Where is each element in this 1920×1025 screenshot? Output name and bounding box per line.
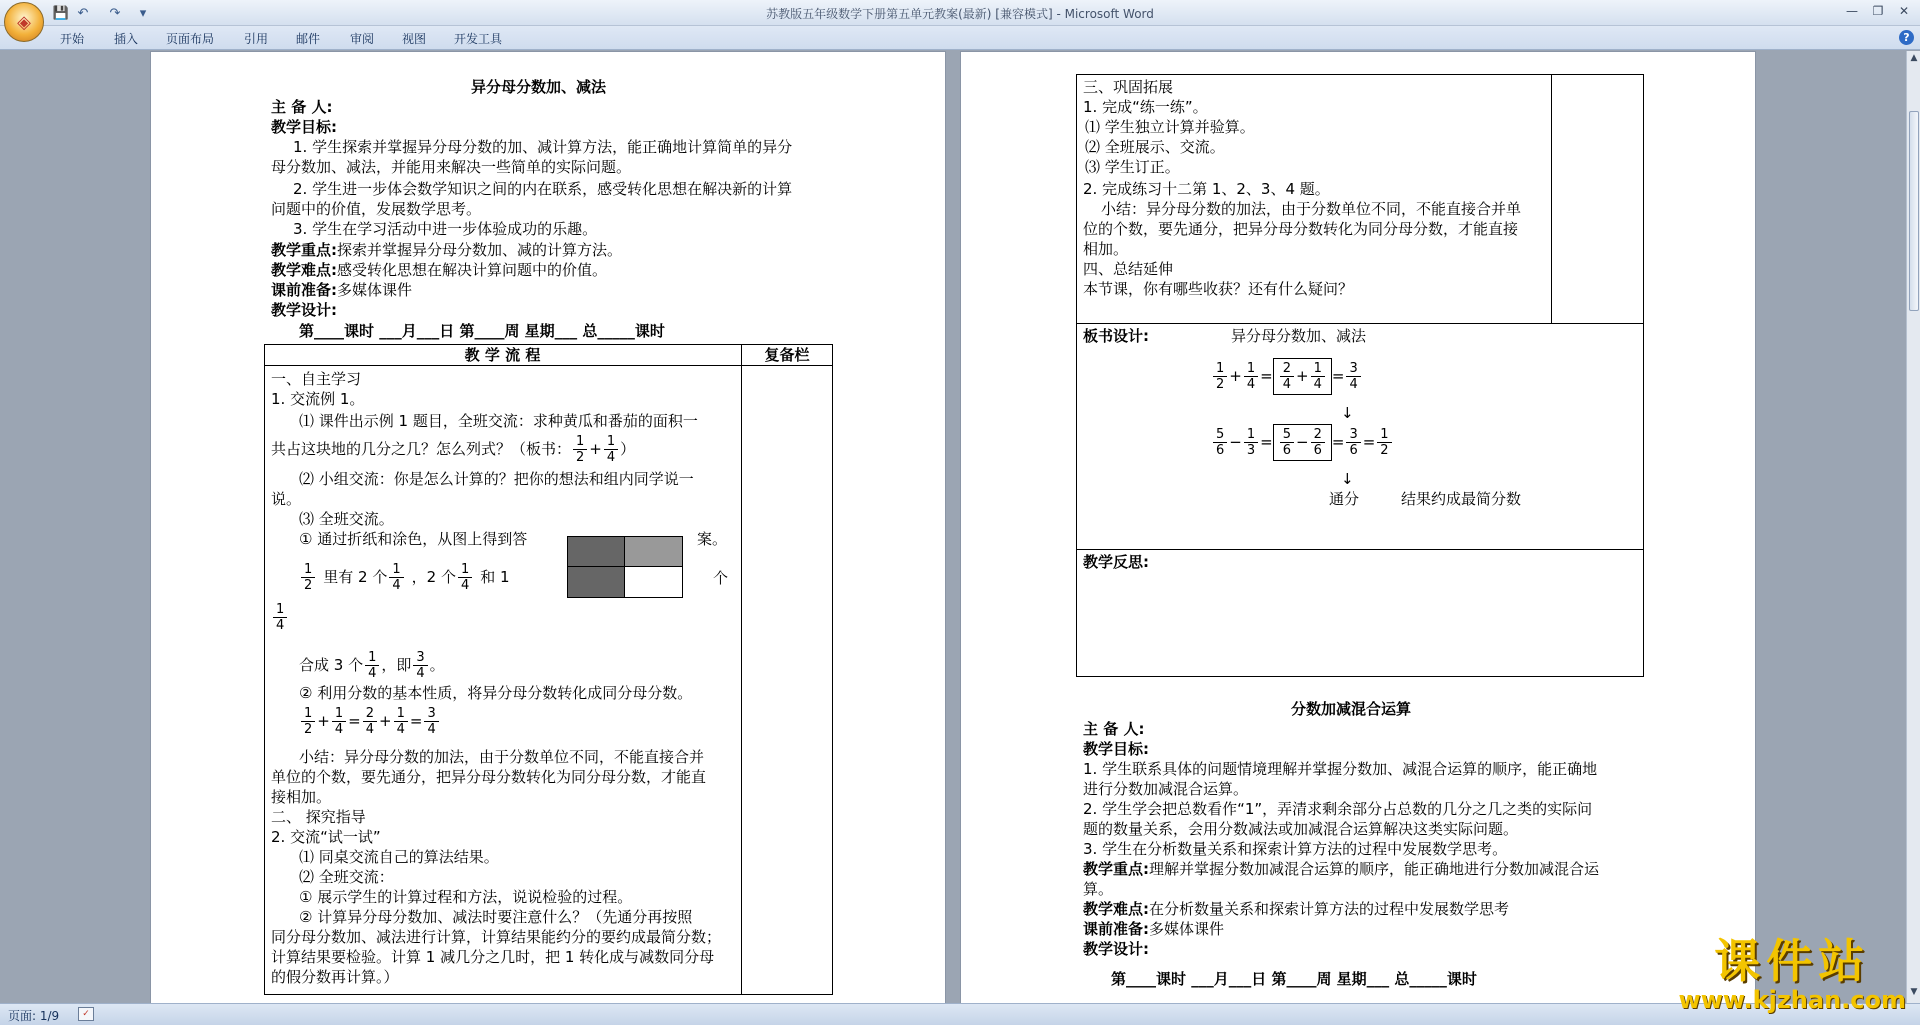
fraction-5-6 (1280, 427, 1294, 458)
goal-3: 3. 学生在学习活动中进一步体验成功的乐趣。 (293, 220, 598, 238)
table-column-rule (1551, 74, 1552, 323)
tab-review[interactable]: 审阅 (350, 32, 375, 46)
table-column-rule (741, 344, 742, 995)
fraction-denominator: 6 (1313, 443, 1322, 458)
summary-line-3: 接相加。 (271, 788, 332, 806)
status-bar (0, 1003, 1920, 1025)
goal-2-line-2: 问题中的价值，发展数学思考。 (271, 200, 482, 218)
equals-sign: = (1331, 433, 1345, 451)
window-title: 苏教版五年级数学下册第五单元教案(最新) [兼容模式] - Microsoft Word (766, 7, 1154, 21)
page-1[interactable] (150, 51, 946, 1003)
tab-mailings[interactable]: 邮件 (296, 32, 321, 46)
para-1-line-2 (271, 434, 635, 465)
goals-heading: 教学目标: (271, 118, 337, 136)
tab-view[interactable]: 视图 (402, 32, 427, 46)
fraction-1-4-standalone (271, 602, 289, 633)
fraction-denominator: 4 (416, 666, 425, 681)
goals-heading: 教学目标: (1083, 740, 1149, 758)
step-q4-line-4: 的假分数再计算。） (271, 968, 399, 986)
fraction-numerator: 3 (1346, 361, 1360, 377)
fraction-denominator: 2 (1216, 377, 1225, 392)
key-text-2: 算。 (1083, 880, 1114, 898)
fraction-1-4 (394, 706, 408, 737)
host-label: 主 备 人: (1083, 720, 1145, 738)
prep-heading: 课前准备: (271, 281, 337, 299)
paper-fold-diagram (567, 536, 683, 598)
minus-sign: − (1296, 433, 1309, 451)
fraction-denominator: 4 (334, 722, 344, 737)
prep-heading: 课前准备: (1083, 920, 1149, 938)
step-q1: ⑴ 同桌交流自己的算法结果。 (299, 848, 499, 866)
summary-line-1: 小结：异分母分数的加法，由于分数单位不同，不能直接合并单 (1101, 200, 1522, 218)
equals-sign: = (1260, 367, 1273, 385)
redo-icon[interactable]: ↷ (109, 5, 121, 21)
fraction-numerator: 1 (301, 706, 315, 722)
plus-sign: + (379, 712, 392, 730)
para-4-line-1: ① 通过折纸和涂色，从图上得到答 (299, 530, 528, 548)
common-denominator-box (1273, 424, 1332, 461)
para-2-line-1: ⑵ 小组交流：你是怎么计算的？把你的想法和组内同学说一 (299, 470, 694, 488)
tab-references[interactable]: 引用 (244, 32, 269, 46)
fraction-1-4 (458, 562, 472, 593)
board-title: 异分母分数加、减法 (1231, 327, 1367, 345)
diff-text: 在分析数量关系和探索计算方法的过程中发展数学思考 (1149, 900, 1510, 918)
goal-1-line-2: 母分数加、减法，并能用来解决一些简单的实际问题。 (271, 158, 632, 176)
fraction-denominator: 4 (396, 722, 405, 737)
fraction-5-6 (1213, 427, 1227, 458)
section-2: 二、 探究指导 (271, 808, 366, 826)
fraction-denominator: 4 (1282, 377, 1291, 392)
host-label: 主 备 人: (271, 98, 333, 116)
fraction-denominator: 6 (1216, 443, 1225, 458)
summary-line-3: 相加。 (1083, 240, 1129, 258)
fraction-numerator: 1 (273, 602, 287, 618)
goal-1-line-2: 进行分数加减混合运算。 (1083, 780, 1249, 798)
summary-line-1: 小结：异分母分数的加法，由于分数单位不同，不能直接合并 (299, 748, 705, 766)
fraction-denominator: 6 (1349, 443, 1358, 458)
diff-heading: 教学难点: (271, 261, 337, 279)
scroll-thumb[interactable] (1909, 111, 1919, 311)
fraction-denominator: 2 (576, 450, 585, 465)
col-flow-header: 教 学 流 程 (464, 346, 541, 364)
fraction-denominator: 4 (1246, 377, 1256, 392)
para-4-end: 案。 (697, 530, 728, 548)
fraction-1-4 (1244, 361, 1258, 392)
practice-2: 2. 完成练习十二第 1、2、3、4 题。 (1083, 180, 1330, 198)
design-heading: 教学设计: (1083, 940, 1149, 958)
key-heading: 教学重点: (1083, 860, 1149, 878)
help-icon[interactable]: ? (1899, 30, 1914, 45)
section-4: 四、总结延伸 (1083, 260, 1174, 278)
key-text: 理解并掌握分数加减混合运算的顺序，能正确地进行分数加减混合运 (1149, 860, 1600, 878)
fraction-1-2 (573, 434, 587, 465)
plus-sign: + (589, 440, 602, 458)
reflection-rule (1076, 549, 1644, 550)
fraction-denominator: 2 (304, 578, 313, 593)
col-review-header: 复备栏 (764, 346, 810, 364)
goal-1-line-1: 1. 学生探索并掌握异分母分数的加、减计算方法，能正确地计算简单的异分 (293, 138, 793, 156)
fraction-2-4 (1280, 361, 1294, 392)
fraction-numerator: 1 (394, 706, 408, 722)
equals-sign: = (409, 712, 423, 730)
plus-sign: + (1296, 367, 1309, 385)
minus-sign: − (1229, 433, 1242, 451)
para-3: ⑶ 全班交流。 (299, 510, 394, 528)
scroll-up-icon[interactable]: ▲ (1910, 53, 1918, 63)
fraction-denominator: 4 (276, 618, 285, 633)
para-1-close: ） (620, 440, 636, 458)
section-1: 一、自主学习 (271, 370, 362, 388)
scroll-down-icon[interactable]: ▼ (1910, 987, 1918, 997)
prep-text: 多媒体课件 (1149, 920, 1225, 938)
lesson-title: 异分母分数加、减法 (471, 78, 607, 96)
fraction-denominator: 2 (1380, 443, 1389, 458)
page-2[interactable] (960, 51, 1756, 1003)
common-denominator-box (1273, 358, 1332, 395)
fraction-denominator: 3 (1246, 443, 1256, 458)
equals-sign: = (1331, 367, 1345, 385)
tab-page-layout[interactable]: 页面布局 (166, 32, 215, 46)
fraction-denominator: 6 (1282, 443, 1291, 458)
equals-sign: = (1362, 433, 1376, 451)
fraction-numerator: 5 (1280, 427, 1294, 443)
save-icon[interactable]: 💾 (52, 5, 70, 21)
fraction-numerator: 1 (1377, 427, 1391, 443)
para-5 (299, 650, 445, 681)
step-q2: ⑵ 全班交流： (299, 868, 394, 886)
equals-sign: = (1260, 433, 1273, 451)
summary-line-2: 位的个数，要先通分，把异分母分数转化为同分母分数，才能直接 (1083, 220, 1519, 238)
office-logo-icon: ◈ (17, 11, 31, 33)
fraction-3-6 (1346, 427, 1360, 458)
fraction-numerator: 1 (1311, 361, 1325, 377)
diff-text: 感受转化思想在解决计算问题中的价值。 (337, 261, 608, 279)
step-q4-line-2: 同分母分数加、减法进行计算，计算结果能约分的要约成最简分数； (271, 928, 722, 946)
title-bar (0, 0, 1920, 33)
section-3: 三、巩固拓展 (1083, 78, 1174, 96)
goal-2-line-2: 题的数量关系，会用分数减法或加减混合运算解决这类实际问题。 (1083, 820, 1519, 838)
watermark-url: www.kjzhan.com (1678, 986, 1906, 1014)
fraction-numerator: 1 (604, 434, 618, 450)
ribbon-tabs (0, 26, 1920, 50)
equation-1 (299, 706, 441, 737)
fraction-numerator: 1 (1244, 427, 1258, 443)
fraction-denominator: 4 (392, 578, 401, 593)
difficulty (271, 261, 607, 280)
para-1-text: 共占这块地的几分之几？怎么列式？（板书： (271, 440, 572, 458)
difficulty (1083, 900, 1509, 919)
para-4-line-2 (299, 562, 510, 593)
fraction-denominator: 4 (368, 666, 377, 681)
tab-home[interactable]: 开始 (60, 32, 85, 46)
proofing-icon[interactable]: ✓ (78, 1007, 94, 1021)
fraction-numerator: 1 (1244, 361, 1258, 377)
key-point (1083, 860, 1599, 879)
label-common-denominator: 通分 (1329, 490, 1360, 508)
step-2-1: 2. 交流“试一试” (271, 828, 381, 846)
fraction-numerator: 1 (389, 562, 403, 578)
plus-sign: + (317, 712, 330, 730)
arrow-down-icon: ↓ (1341, 404, 1354, 422)
practice-1-c: ⑶ 学生订正。 (1085, 158, 1180, 176)
table-header-rule (264, 365, 833, 366)
label-simplest-form: 结果约成最简分数 (1401, 490, 1522, 508)
text-and-one: 和 1 (480, 568, 510, 586)
fraction-denominator: 4 (460, 578, 470, 593)
text-combine: 合成 3 个 (299, 656, 364, 674)
closing-question: 本节课，你有哪些收获？还有什么疑问？ (1083, 280, 1354, 298)
watermark-logo (1679, 935, 1906, 1013)
summary-line-2: 单位的个数，要先通分，把异分母分数转化为同分母分数，才能直 (271, 768, 707, 786)
fraction-numerator: 2 (1280, 361, 1294, 377)
practice-1: 1. 完成“练一练”。 (1083, 98, 1208, 116)
fraction-numerator: 1 (332, 706, 346, 722)
close-button[interactable]: ✕ (1898, 4, 1910, 18)
fraction-1-4 (604, 434, 618, 465)
prep-text: 多媒体课件 (337, 281, 413, 299)
design-heading: 教学设计: (271, 301, 337, 319)
undo-icon[interactable]: ↶ (77, 5, 89, 21)
text-two: ，2 个 (411, 568, 456, 586)
board-equation-1 (1211, 358, 1363, 395)
fraction-numerator: 3 (413, 650, 427, 666)
minimize-button[interactable]: — (1846, 4, 1858, 18)
schedule-line: 第____课时 ___月___日 第____周 星期___ 总_____课时 (299, 322, 665, 340)
fraction-denominator: 4 (365, 722, 374, 737)
office-button[interactable] (4, 2, 44, 42)
fraction-2-4 (363, 706, 377, 737)
goal-3: 3. 学生在分析数量关系和探索计算方法的过程中发展数学思考。 (1083, 840, 1508, 858)
arrow-down-icon: ↓ (1341, 470, 1354, 488)
diff-heading: 教学难点: (1083, 900, 1149, 918)
fraction-numerator: 3 (1346, 427, 1360, 443)
goal-1-line-1: 1. 学生联系具体的问题情境理解并掌握分数加、减混合运算的顺序，能正确地 (1083, 760, 1598, 778)
key-text: 探索并掌握异分母分数加、减的计算方法。 (337, 241, 623, 259)
plus-sign: + (1229, 367, 1242, 385)
para-1-line-1: ⑴ 课件出示例 1 题目，全班交流：求种黄瓜和番茄的面积一 (299, 412, 698, 430)
vertical-scrollbar[interactable] (1906, 51, 1920, 1003)
fraction-denominator: 4 (427, 722, 436, 737)
text-contains: 里有 2 个 (323, 568, 388, 586)
restore-button[interactable]: ❐ (1872, 4, 1884, 18)
board-equation-2 (1211, 424, 1394, 461)
step-q3: ① 展示学生的计算过程和方法，说说检验的过程。 (299, 888, 633, 906)
fraction-numerator: 1 (365, 650, 379, 666)
fraction-1-4 (389, 562, 403, 593)
fraction-1-2 (301, 562, 315, 593)
fraction-1-2 (301, 706, 315, 737)
equals-sign: = (348, 712, 361, 730)
schedule-line: 第____课时 ___月___日 第____周 星期___ 总_____课时 (1111, 970, 1477, 988)
fraction-numerator: 1 (1213, 361, 1227, 377)
customize-icon[interactable]: ▾ (139, 5, 147, 21)
fraction-1-4 (365, 650, 379, 681)
practice-1-b: ⑵ 全班展示、交流。 (1085, 138, 1225, 156)
fraction-numerator: 5 (1213, 427, 1227, 443)
fraction-denominator: 4 (1313, 377, 1322, 392)
goal-2-line-1: 2. 学生进一步体会数学知识之间的内在联系，感受转化思想在解决新的计算 (293, 180, 793, 198)
fraction-numerator: 1 (573, 434, 587, 450)
fraction-1-2 (1377, 427, 1391, 458)
fraction-2-6 (1311, 427, 1325, 458)
fraction-numerator: 1 (301, 562, 315, 578)
tab-insert[interactable]: 插入 (114, 32, 139, 46)
fraction-denominator: 4 (606, 450, 616, 465)
board-heading: 板书设计: (1083, 327, 1149, 345)
fraction-1-4 (1311, 361, 1325, 392)
fraction-numerator: 2 (1311, 427, 1325, 443)
practice-1-a: ⑴ 学生独立计算并验算。 (1085, 118, 1255, 136)
document-area[interactable] (0, 51, 1906, 1003)
step-1-1: 1. 交流例 1。 (271, 390, 365, 408)
fraction-3-4 (413, 650, 427, 681)
step-q4-line-3: 计算结果要检验。计算 1 减几分之几时，把 1 转化成与减数同分母 (271, 948, 715, 966)
fraction-3-4 (1346, 361, 1360, 392)
board-rule (1076, 323, 1644, 324)
preparation (271, 281, 412, 300)
para-6: ② 利用分数的基本性质，将异分母分数转化成同分母分数。 (299, 684, 693, 702)
lesson-2-title: 分数加减混合运算 (1291, 700, 1412, 718)
fraction-numerator: 2 (363, 706, 377, 722)
para-2-line-2: 说。 (271, 490, 302, 508)
page-counter[interactable]: 页面: 1/9 (8, 1009, 60, 1023)
watermark-title: 课件站 (1714, 934, 1871, 988)
text-namely: ，即 (381, 656, 412, 674)
fraction-denominator: 4 (1349, 377, 1358, 392)
text-ge: 个 (713, 569, 729, 587)
text-period: 。 (429, 656, 445, 674)
tab-developer[interactable]: 开发工具 (454, 32, 503, 46)
fraction-1-4 (332, 706, 346, 737)
fraction-denominator: 2 (304, 722, 313, 737)
key-point (271, 241, 622, 260)
reflection-heading: 教学反思: (1083, 553, 1149, 571)
key-heading: 教学重点: (271, 241, 337, 259)
goal-2-line-1: 2. 学生学会把总数看作“1”，弄清求剩余部分占总数的几分之几之类的实际问 (1083, 800, 1593, 818)
fraction-1-3 (1244, 427, 1258, 458)
fraction-numerator: 1 (458, 562, 472, 578)
fraction-numerator: 3 (424, 706, 438, 722)
fraction-1-4 (273, 602, 287, 633)
fraction-3-4 (424, 706, 438, 737)
preparation (1083, 920, 1224, 939)
fraction-1-2 (1213, 361, 1227, 392)
step-q4-line-1: ② 计算异分母分数加、减法时要注意什么？（先通分再按照 (299, 908, 693, 926)
